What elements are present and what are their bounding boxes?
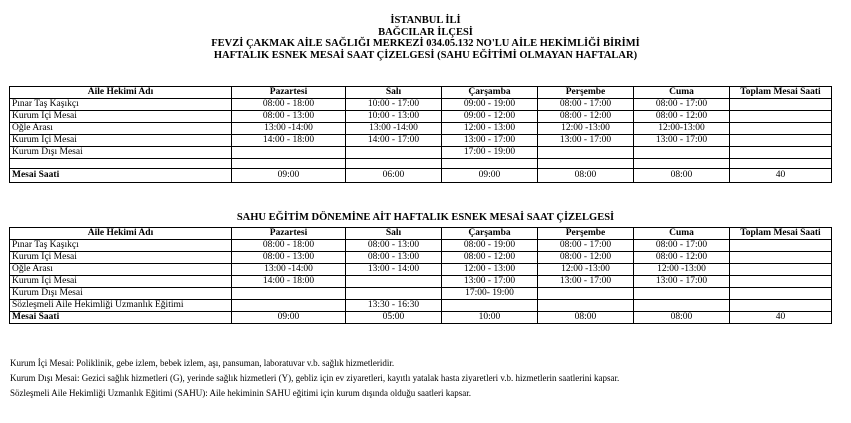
- time-cell: 08:00 - 18:00: [232, 240, 346, 252]
- time-cell: [538, 300, 634, 312]
- row-label: Kurum İçi Mesai: [10, 252, 232, 264]
- time-cell: [730, 276, 832, 288]
- time-cell: 08:00 - 17:00: [634, 240, 730, 252]
- time-cell: 13:00 - 17:00: [634, 276, 730, 288]
- time-cell: [346, 288, 442, 300]
- time-cell: 08:00 - 12:00: [538, 252, 634, 264]
- time-cell: 13:00 -14:00: [346, 123, 442, 135]
- time-cell: [634, 300, 730, 312]
- time-cell: [730, 240, 832, 252]
- table-row: [10, 111, 832, 123]
- total-value: 40: [730, 169, 832, 183]
- time-cell: [730, 264, 832, 276]
- time-cell: [232, 288, 346, 300]
- time-cell: 13:00 - 17:00: [538, 135, 634, 147]
- total-row: [10, 169, 832, 183]
- header-schedule-title: HAFTALIK ESNEK MESAİ SAAT ÇİZELGESİ (SAHU EĞİTİMİ OLMAYAN HAFTALAR): [213, 49, 638, 61]
- total-value: 05:00: [346, 312, 442, 324]
- row-label: Pınar Taş Kaşıkçı: [10, 99, 232, 111]
- time-cell: [730, 135, 832, 147]
- time-cell: 08:00 - 19:00: [442, 240, 538, 252]
- column-header: Toplam Mesai Saati: [730, 228, 832, 240]
- column-header: Pazartesi: [232, 228, 346, 240]
- time-cell: 08:00 - 12:00: [634, 111, 730, 123]
- total-value: 09:00: [232, 169, 346, 183]
- sahu-schedule-title: SAHU EĞİTİM DÖNEMİNE AİT HAFTALIK ESNEK MESAİ SAAT ÇİZELGESİ: [236, 212, 615, 223]
- time-cell: 08:00 - 12:00: [442, 252, 538, 264]
- time-cell: [730, 252, 832, 264]
- column-header: Aile Hekimi Adı: [10, 87, 232, 99]
- time-cell: 12:00 -13:00: [634, 264, 730, 276]
- time-cell: 10:00 - 17:00: [346, 99, 442, 111]
- time-cell: [538, 159, 634, 169]
- table-row: [10, 99, 832, 111]
- time-cell: [538, 288, 634, 300]
- column-header: Çarşamba: [442, 87, 538, 99]
- time-cell: [346, 276, 442, 288]
- time-cell: 12:00 -13:00: [538, 264, 634, 276]
- total-value: 08:00: [634, 312, 730, 324]
- time-cell: 08:00 - 13:00: [232, 252, 346, 264]
- table-row: [10, 300, 832, 312]
- time-cell: 08:00 - 18:00: [232, 99, 346, 111]
- total-value: 09:00: [232, 312, 346, 324]
- header-district: BAĞCILAR İLÇESİ: [378, 26, 473, 38]
- time-cell: 08:00 - 13:00: [346, 252, 442, 264]
- column-header: Cuma: [634, 87, 730, 99]
- table-row: [10, 240, 832, 252]
- time-cell: [232, 159, 346, 169]
- column-header: Perşembe: [538, 87, 634, 99]
- time-cell: 12:00 - 13:00: [442, 264, 538, 276]
- time-cell: 09:00 - 19:00: [442, 99, 538, 111]
- time-cell: 08:00 - 13:00: [232, 111, 346, 123]
- row-label: Kurum Dışı Mesai: [10, 288, 232, 300]
- table-row: [10, 276, 832, 288]
- row-label: Kurum Dışı Mesai: [10, 147, 232, 159]
- table-row: [10, 288, 832, 300]
- time-cell: [730, 288, 832, 300]
- time-cell: [730, 300, 832, 312]
- time-cell: 08:00 - 17:00: [634, 99, 730, 111]
- footnote-external-work: Kurum Dışı Mesai: Gezici sağlık hizmetleri (G), yerinde sağlık hizmetleri (Y), gebliz için ev ziyaretleri, kayıtlı yatalak hasta ziyaretleri v.b. hizmetlerin saatlerini kapsar.: [10, 373, 620, 383]
- row-label: Öğle Arası: [10, 123, 232, 135]
- time-cell: 13:00 -14:00: [232, 264, 346, 276]
- total-row: [10, 312, 832, 324]
- time-cell: 12:00 -13:00: [538, 123, 634, 135]
- document-header: [0, 15, 851, 61]
- time-cell: [730, 147, 832, 159]
- footnote-internal-work: Kurum İçi Mesai: Poliklinik, gebe izlem, bebek izlem, aşı, pansuman, laboratuvar v.b. sağlık hizmetleridir.: [10, 358, 395, 368]
- time-cell: 08:00 - 17:00: [538, 240, 634, 252]
- time-cell: [346, 159, 442, 169]
- time-cell: [730, 123, 832, 135]
- table-header-row: [10, 87, 832, 99]
- time-cell: 13:00 - 17:00: [442, 135, 538, 147]
- total-value: 08:00: [538, 169, 634, 183]
- time-cell: 13:00 - 14:00: [346, 264, 442, 276]
- row-label: Pınar Taş Kaşıkçı: [10, 240, 232, 252]
- time-cell: 13:30 - 16:30: [346, 300, 442, 312]
- time-cell: 12:00 - 13:00: [442, 123, 538, 135]
- time-cell: 13:00 -14:00: [232, 123, 346, 135]
- total-value: 06:00: [346, 169, 442, 183]
- time-cell: 10:00 - 13:00: [346, 111, 442, 123]
- column-header: Salı: [346, 228, 442, 240]
- time-cell: 17:00- 19:00: [442, 288, 538, 300]
- table-row: [10, 123, 832, 135]
- row-label: Kurum İçi Mesai: [10, 111, 232, 123]
- time-cell: [634, 159, 730, 169]
- total-value: 10:00: [442, 312, 538, 324]
- column-header: Çarşamba: [442, 228, 538, 240]
- column-header: Aile Hekimi Adı: [10, 228, 232, 240]
- time-cell: 08:00 - 12:00: [538, 111, 634, 123]
- time-cell: 13:00 - 17:00: [538, 276, 634, 288]
- time-cell: 08:00 - 17:00: [538, 99, 634, 111]
- time-cell: [232, 300, 346, 312]
- total-value: 08:00: [538, 312, 634, 324]
- time-cell: 08:00 - 13:00: [346, 240, 442, 252]
- column-header: Pazartesi: [232, 87, 346, 99]
- column-header: Cuma: [634, 228, 730, 240]
- total-value: 09:00: [442, 169, 538, 183]
- row-label: Kurum İçi Mesai: [10, 276, 232, 288]
- total-label: Mesai Saati: [10, 169, 232, 183]
- time-cell: 08:00 - 12:00: [634, 252, 730, 264]
- table-row: [10, 264, 832, 276]
- time-cell: 14:00 - 18:00: [232, 276, 346, 288]
- column-header: Toplam Mesai Saati: [730, 87, 832, 99]
- time-cell: [538, 147, 634, 159]
- time-cell: 12:00-13:00: [634, 123, 730, 135]
- table-header-row: [10, 228, 832, 240]
- table-row: [10, 147, 832, 159]
- time-cell: 13:00 - 17:00: [634, 135, 730, 147]
- time-cell: [730, 111, 832, 123]
- time-cell: [232, 147, 346, 159]
- time-cell: 14:00 - 17:00: [346, 135, 442, 147]
- column-header: Perşembe: [538, 228, 634, 240]
- row-label: Öğle Arası: [10, 264, 232, 276]
- weekly-schedule-table: [9, 86, 832, 183]
- spacer-row: [10, 159, 832, 169]
- table-row: [10, 252, 832, 264]
- header-province: İSTANBUL İLİ: [390, 15, 461, 26]
- time-cell: [442, 159, 538, 169]
- time-cell: 17:00 - 19:00: [442, 147, 538, 159]
- time-cell: [634, 288, 730, 300]
- time-cell: [346, 147, 442, 159]
- time-cell: [442, 300, 538, 312]
- row-label: Kurum İçi Mesai: [10, 135, 232, 147]
- column-header: Salı: [346, 87, 442, 99]
- row-label: [10, 159, 232, 169]
- footnote-sahu: Sözleşmeli Aile Hekimliği Uzmanlık Eğitimi (SAHU): Aile hekiminin SAHU eğitimi için kurum dışında olduğu saatleri kapsar.: [10, 388, 471, 398]
- time-cell: [730, 159, 832, 169]
- time-cell: 13:00 - 17:00: [442, 276, 538, 288]
- sahu-schedule-table: [9, 227, 832, 324]
- table-row: [10, 135, 832, 147]
- total-value: 08:00: [634, 169, 730, 183]
- footnotes: [10, 356, 845, 401]
- time-cell: [634, 147, 730, 159]
- time-cell: 09:00 - 12:00: [442, 111, 538, 123]
- row-label: Sözleşmeli Aile Hekimliği Uzmanlık Eğitimi: [10, 300, 232, 312]
- time-cell: [730, 99, 832, 111]
- time-cell: 14:00 - 18:00: [232, 135, 346, 147]
- total-value: 40: [730, 312, 832, 324]
- total-label: Mesai Saati: [10, 312, 232, 324]
- header-health-center: FEVZİ ÇAKMAK AİLE SAĞLIĞI MERKEZİ 034.05.132 NO'LU AİLE HEKİMLİĞİ BİRİMİ: [211, 38, 640, 49]
